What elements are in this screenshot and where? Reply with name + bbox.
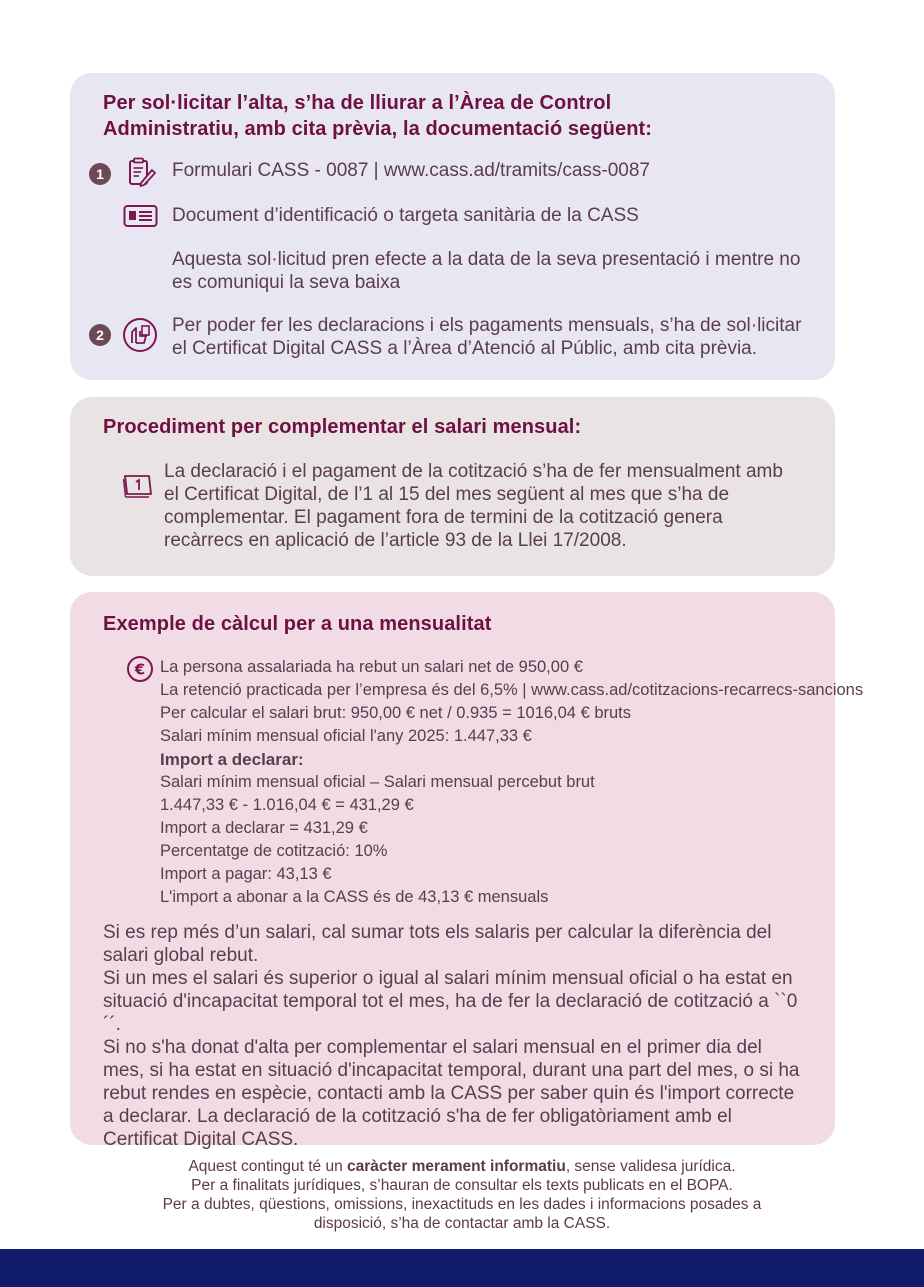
example-title: Exemple de càlcul per a una mensualitat xyxy=(103,613,492,635)
form-item: Formulari CASS - 0087 | www.cass.ad/tramits/cass-0087 xyxy=(172,160,650,181)
procedure-line2: el Certificat Digital, de l’1 al 15 del mes següent al mes que s’ha de xyxy=(164,484,730,505)
requirements-title-line1: Per sol·licitar l’alta, s’ha de lliurar a l’Àrea de Control xyxy=(103,92,612,114)
paragraph-line: Si un mes el salari és superior o igual al salari mínim mensual oficial o ha estat en xyxy=(103,968,793,989)
id-document-item: Document d’identificació o targeta sanitària de la CASS xyxy=(172,205,639,226)
procedure-line1: La declaració i el pagament de la cotització s’ha de fer mensualment amb xyxy=(164,461,783,482)
paragraph-line: Si no s'ha donat d'alta per complementar el salari mensual en el primer dia del xyxy=(103,1037,762,1058)
disclaimer-emphasis: caràcter merament informatiu xyxy=(347,1158,566,1175)
requirements-title xyxy=(103,90,652,142)
step-number-2: 2 xyxy=(89,324,111,346)
calendar-icon xyxy=(122,470,154,498)
calc-line-net-salary: La persona assalariada ha rebut un salari net de 950,00 € xyxy=(160,658,583,676)
procedure-text xyxy=(164,460,783,552)
euro-icon xyxy=(126,655,154,683)
procedure-line4: recàrrecs en aplicació de l’article 93 de la Llei 17/2008. xyxy=(164,530,627,551)
certificate-line2: el Certificat Digital CASS a l’Àrea d’Atenció al Públic, amb cita prèvia. xyxy=(172,338,758,359)
step-number-1: 1 xyxy=(89,163,111,185)
procedure-card xyxy=(70,397,835,576)
svg-text:€: € xyxy=(134,660,146,679)
calc-line-minimum-salary: Salari mínim mensual oficial l'any 2025: 1.447,33 € xyxy=(160,727,532,745)
calc-line-amount-declare: Import a declarar = 431,29 € xyxy=(160,819,368,837)
disclaimer-line4: disposició, s’ha de contactar amb la CASS. xyxy=(313,1215,611,1232)
disclaimer-line2: Per a finalitats jurídiques, s’hauran de consultar els texts publicats en el BOPA. xyxy=(191,1177,733,1194)
procedure-line3: complementar. El pagament fora de termini de la cotització genera xyxy=(164,507,723,528)
paragraph-line: rebut rendes en espècie, contacti amb la CASS per saber quin és l'import correcte xyxy=(103,1083,795,1104)
disclaimer-line1-end: , sense validesa jurídica. xyxy=(565,1158,736,1175)
id-card-icon xyxy=(123,204,159,228)
paragraph-line: salari global rebut. xyxy=(103,945,259,966)
bottom-bar xyxy=(0,1249,924,1287)
paragraph-line: mes, si ha estat en situació d'incapacitat temporal, durant una part del mes, o si ha xyxy=(103,1060,800,1081)
paragraph-line: Certificat Digital CASS. xyxy=(103,1129,299,1150)
paragraph-line: situació d'incapacitat temporal tot el mes, ha de fer la declaració de cotització a ``0´´. xyxy=(103,991,798,1035)
effect-note-line2: es comuniqui la seva baixa xyxy=(172,272,401,293)
calc-line-formula: Salari mínim mensual oficial – Salari mensual percebut brut xyxy=(160,773,595,791)
requirements-card xyxy=(70,73,835,380)
disclaimer-line1-start: Aquest contingut té un xyxy=(188,1158,347,1175)
calc-line-monthly-payment: L'import a abonar a la CASS és de 43,13 € mensuals xyxy=(160,888,549,906)
certificate-text xyxy=(172,314,801,360)
paragraph-line: Si es rep més d’un salari, cal sumar tots els salaris per calcular la diferència del xyxy=(103,922,772,943)
disclaimer-line3: Per a dubtes, qüestions, omissions, inexactituds en les dades i informacions posades a xyxy=(162,1196,762,1213)
calc-line-gross-salary: Per calcular el salari brut: 950,00 € net / 0.935 = 1016,04 € bruts xyxy=(160,704,632,722)
calc-line-retention: La retenció practicada per l’empresa és del 6,5% | www.cass.ad/cotitzacions-recarrecs-sancions xyxy=(160,681,864,699)
form-edit-icon xyxy=(126,157,158,189)
calc-line-amount-heading: Import a declarar: xyxy=(160,750,304,769)
effect-note-line1: Aquesta sol·licitud pren efecte a la data de la seva presentació i mentre no xyxy=(172,249,801,270)
calc-line-percentage: Percentatge de cotització: 10% xyxy=(160,842,388,860)
requirements-title-line2: Administratiu, amb cita prèvia, la documentació següent: xyxy=(103,118,653,140)
calc-line-amount-pay: Import a pagar: 43,13 € xyxy=(160,865,332,883)
certificate-line1: Per poder fer les declaracions i els pagaments mensuals, s’ha de sol·licitar xyxy=(172,315,802,336)
calculation-lines xyxy=(160,656,863,909)
calc-line-subtraction: 1.447,33 € - 1.016,04 € = 431,29 € xyxy=(160,796,414,814)
disclaimer-line1 xyxy=(0,1157,924,1176)
effect-note xyxy=(172,248,800,294)
example-card xyxy=(70,592,864,1150)
paragraph-line: a declarar. La declaració de la cotització s'ha de fer obligatòriament amb el xyxy=(103,1106,732,1127)
procedure-title: Procediment per complementar el salari mensual: xyxy=(103,416,582,438)
example-paragraph xyxy=(103,921,803,1151)
disclaimer-footer xyxy=(0,1157,924,1233)
hand-certificate-icon xyxy=(122,317,158,353)
